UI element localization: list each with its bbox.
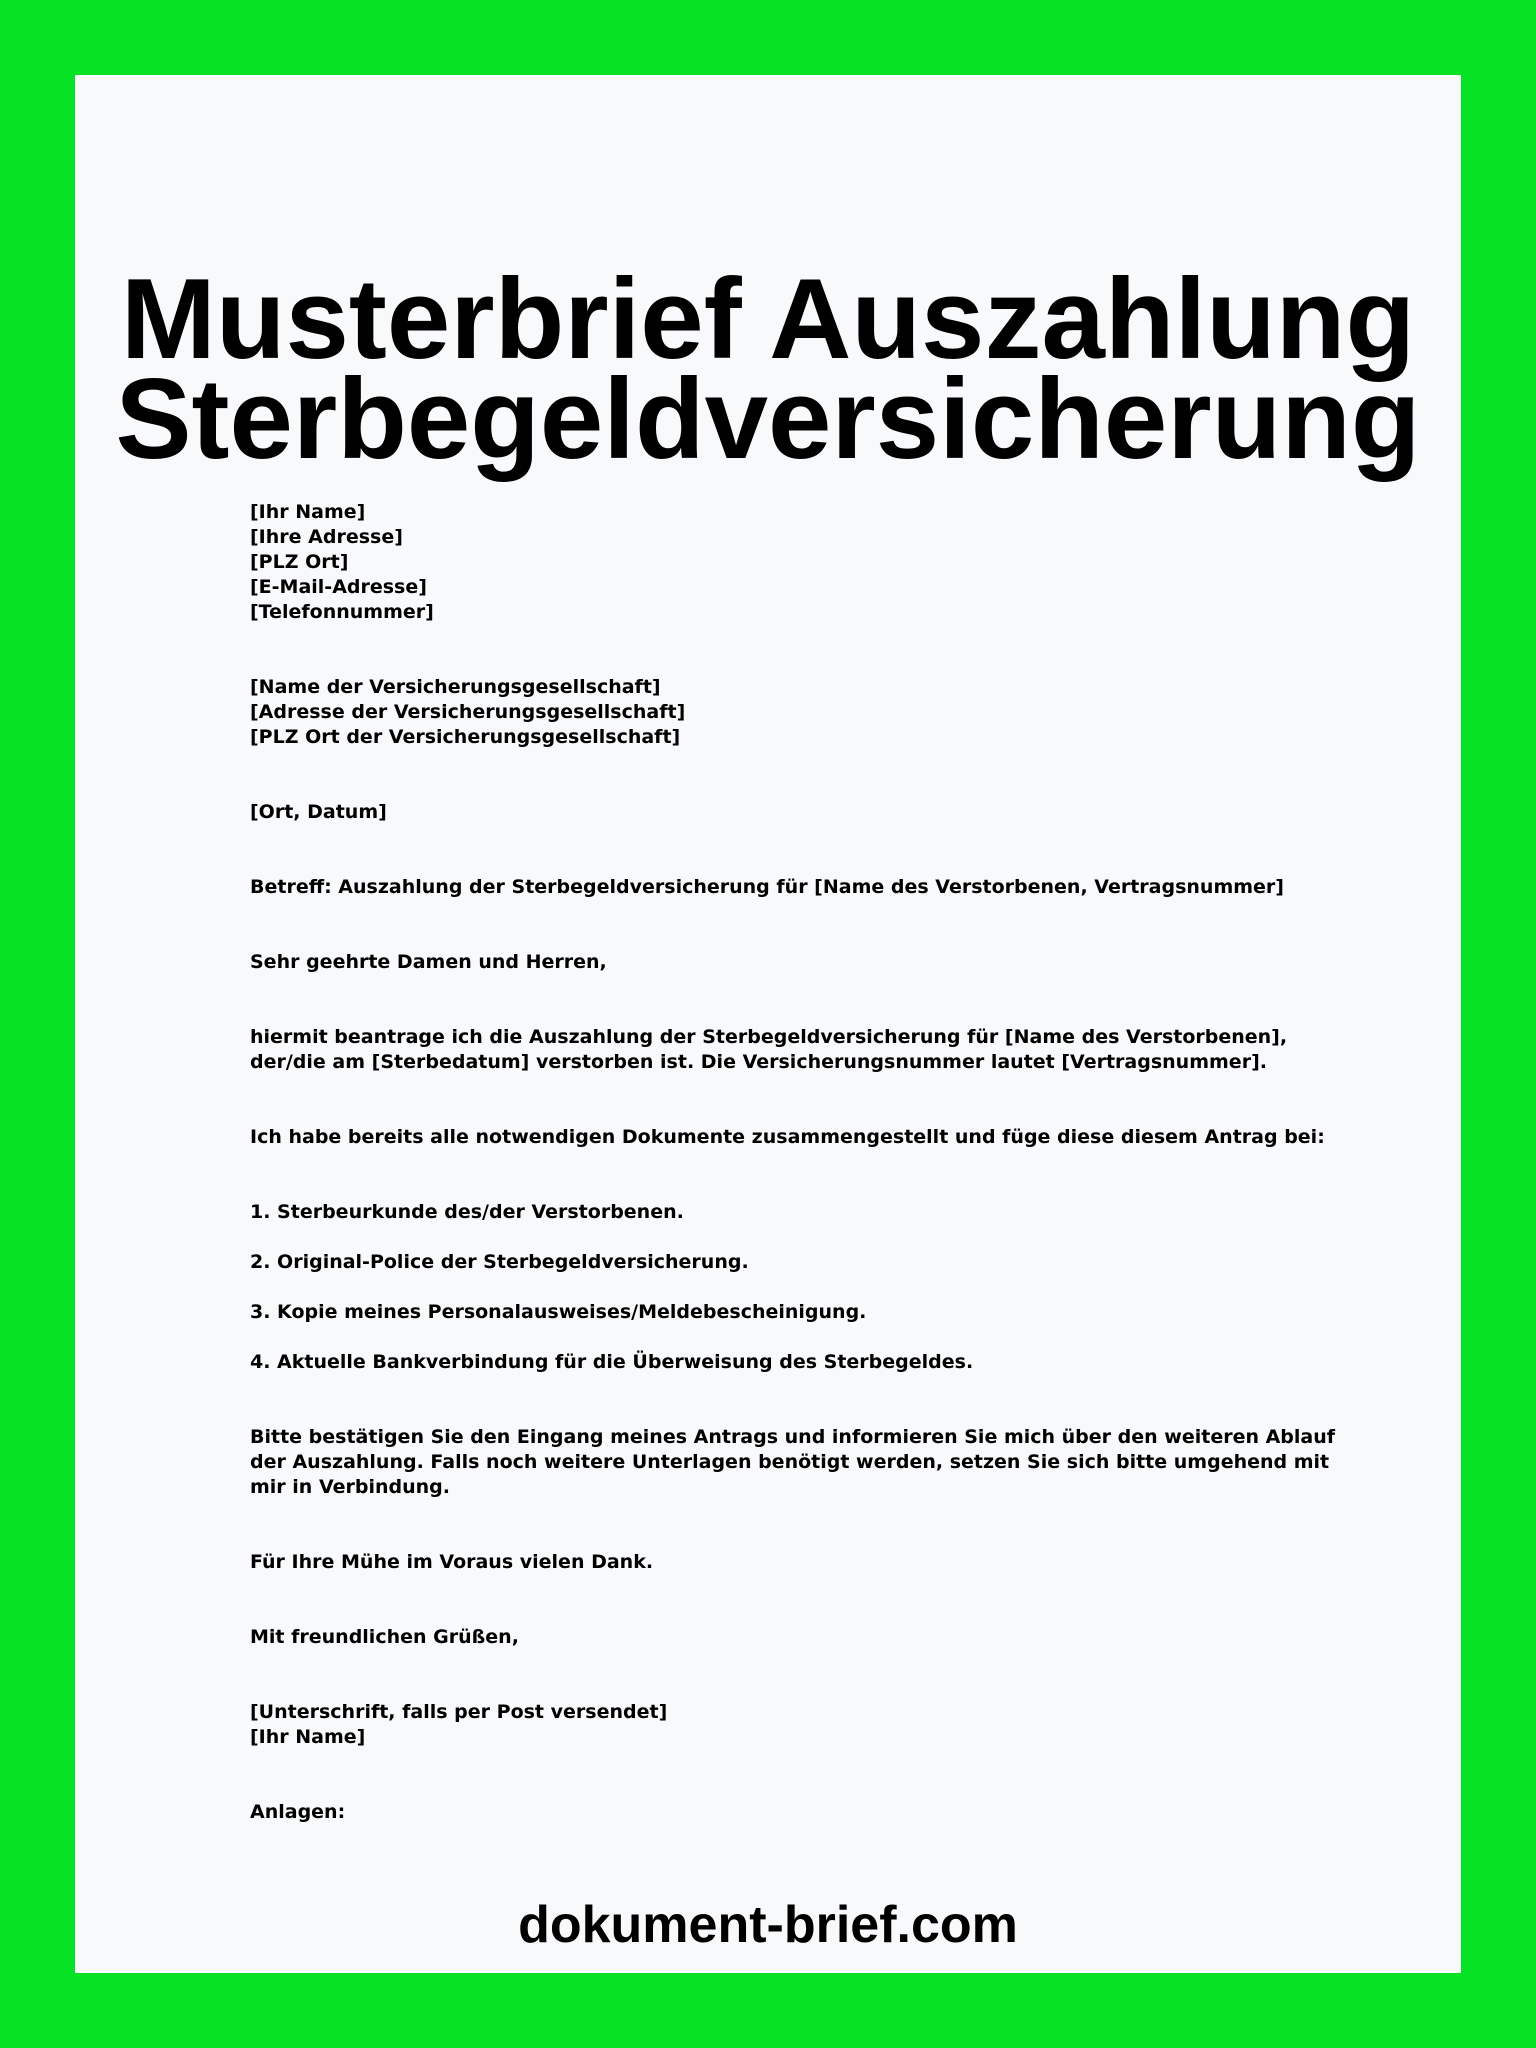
footer-website: dokument-brief.com (518, 1896, 1018, 1954)
letter-body (250, 500, 1350, 1825)
title-line-1: Musterbrief Auszahlung (120, 256, 1416, 383)
sender-city: [PLZ Ort] (250, 551, 349, 573)
document-item: 3. Kopie meines Personalausweises/Meldebescheinigung. (250, 1301, 867, 1323)
place-date: [Ort, Datum] (250, 801, 387, 823)
attachments-label: Anlagen: (250, 1801, 346, 1823)
recipient-city: [PLZ Ort der Versicherungsgesellschaft] (250, 726, 681, 748)
thanks-line: Für Ihre Mühe im Voraus vielen Dank. (250, 1551, 654, 1573)
signature-note: [Unterschrift, falls per Post versendet] (250, 1701, 668, 1723)
documents-intro: Ich habe bereits alle notwendigen Dokumente zusammengestellt und füge diese diesem Antrag bei: (250, 1126, 1325, 1148)
subject-line: Betreff: Auszahlung der Sterbegeldversicherung für [Name des Verstorbenen, Vertragsnummer] (250, 876, 1284, 898)
recipient-name: [Name der Versicherungsgesellschaft] (250, 676, 661, 698)
salutation: Sehr geehrte Damen und Herren, (250, 951, 607, 973)
document-item: 1. Sterbeurkunde des/der Verstorbenen. (250, 1201, 684, 1223)
document-sheet (75, 75, 1461, 1973)
body-intro-paragraph: hiermit beantrage ich die Auszahlung der Sterbegeldversicherung für [Name des Verstorbenen], der/die am [Sterbedatum] verstorben ist. Die Versicherungsnummer lautet [Vertragsnummer]. (250, 1026, 1288, 1073)
sender-block (250, 500, 1350, 625)
sender-address: [Ihre Adresse] (250, 526, 403, 548)
signature-name: [Ihr Name] (250, 1726, 366, 1748)
document-item: 2. Original-Police der Sterbegeldversicherung. (250, 1251, 749, 1273)
document-title (75, 256, 1461, 483)
sender-name: [Ihr Name] (250, 501, 366, 523)
signature-block (250, 1700, 1350, 1750)
recipient-address: [Adresse der Versicherungsgesellschaft] (250, 701, 686, 723)
sender-email: [E-Mail-Adresse] (250, 576, 427, 598)
request-paragraph: Bitte bestätigen Sie den Eingang meines Antrags und informieren Sie mich über den weiteren Ablauf der Auszahlung. Falls noch weitere Unterlagen benötigt werden, setzen Sie sich bitte umgehend mit mir in Verbindung. (250, 1426, 1336, 1498)
sender-phone: [Telefonnummer] (250, 601, 434, 623)
title-line-2: Sterbegeldversicherung (115, 356, 1421, 483)
document-item: 4. Aktuelle Bankverbindung für die Überweisung des Sterbegeldes. (250, 1351, 974, 1373)
closing-line: Mit freundlichen Grüßen, (250, 1626, 519, 1648)
documents-list (250, 1200, 1350, 1375)
recipient-block (250, 675, 1350, 750)
